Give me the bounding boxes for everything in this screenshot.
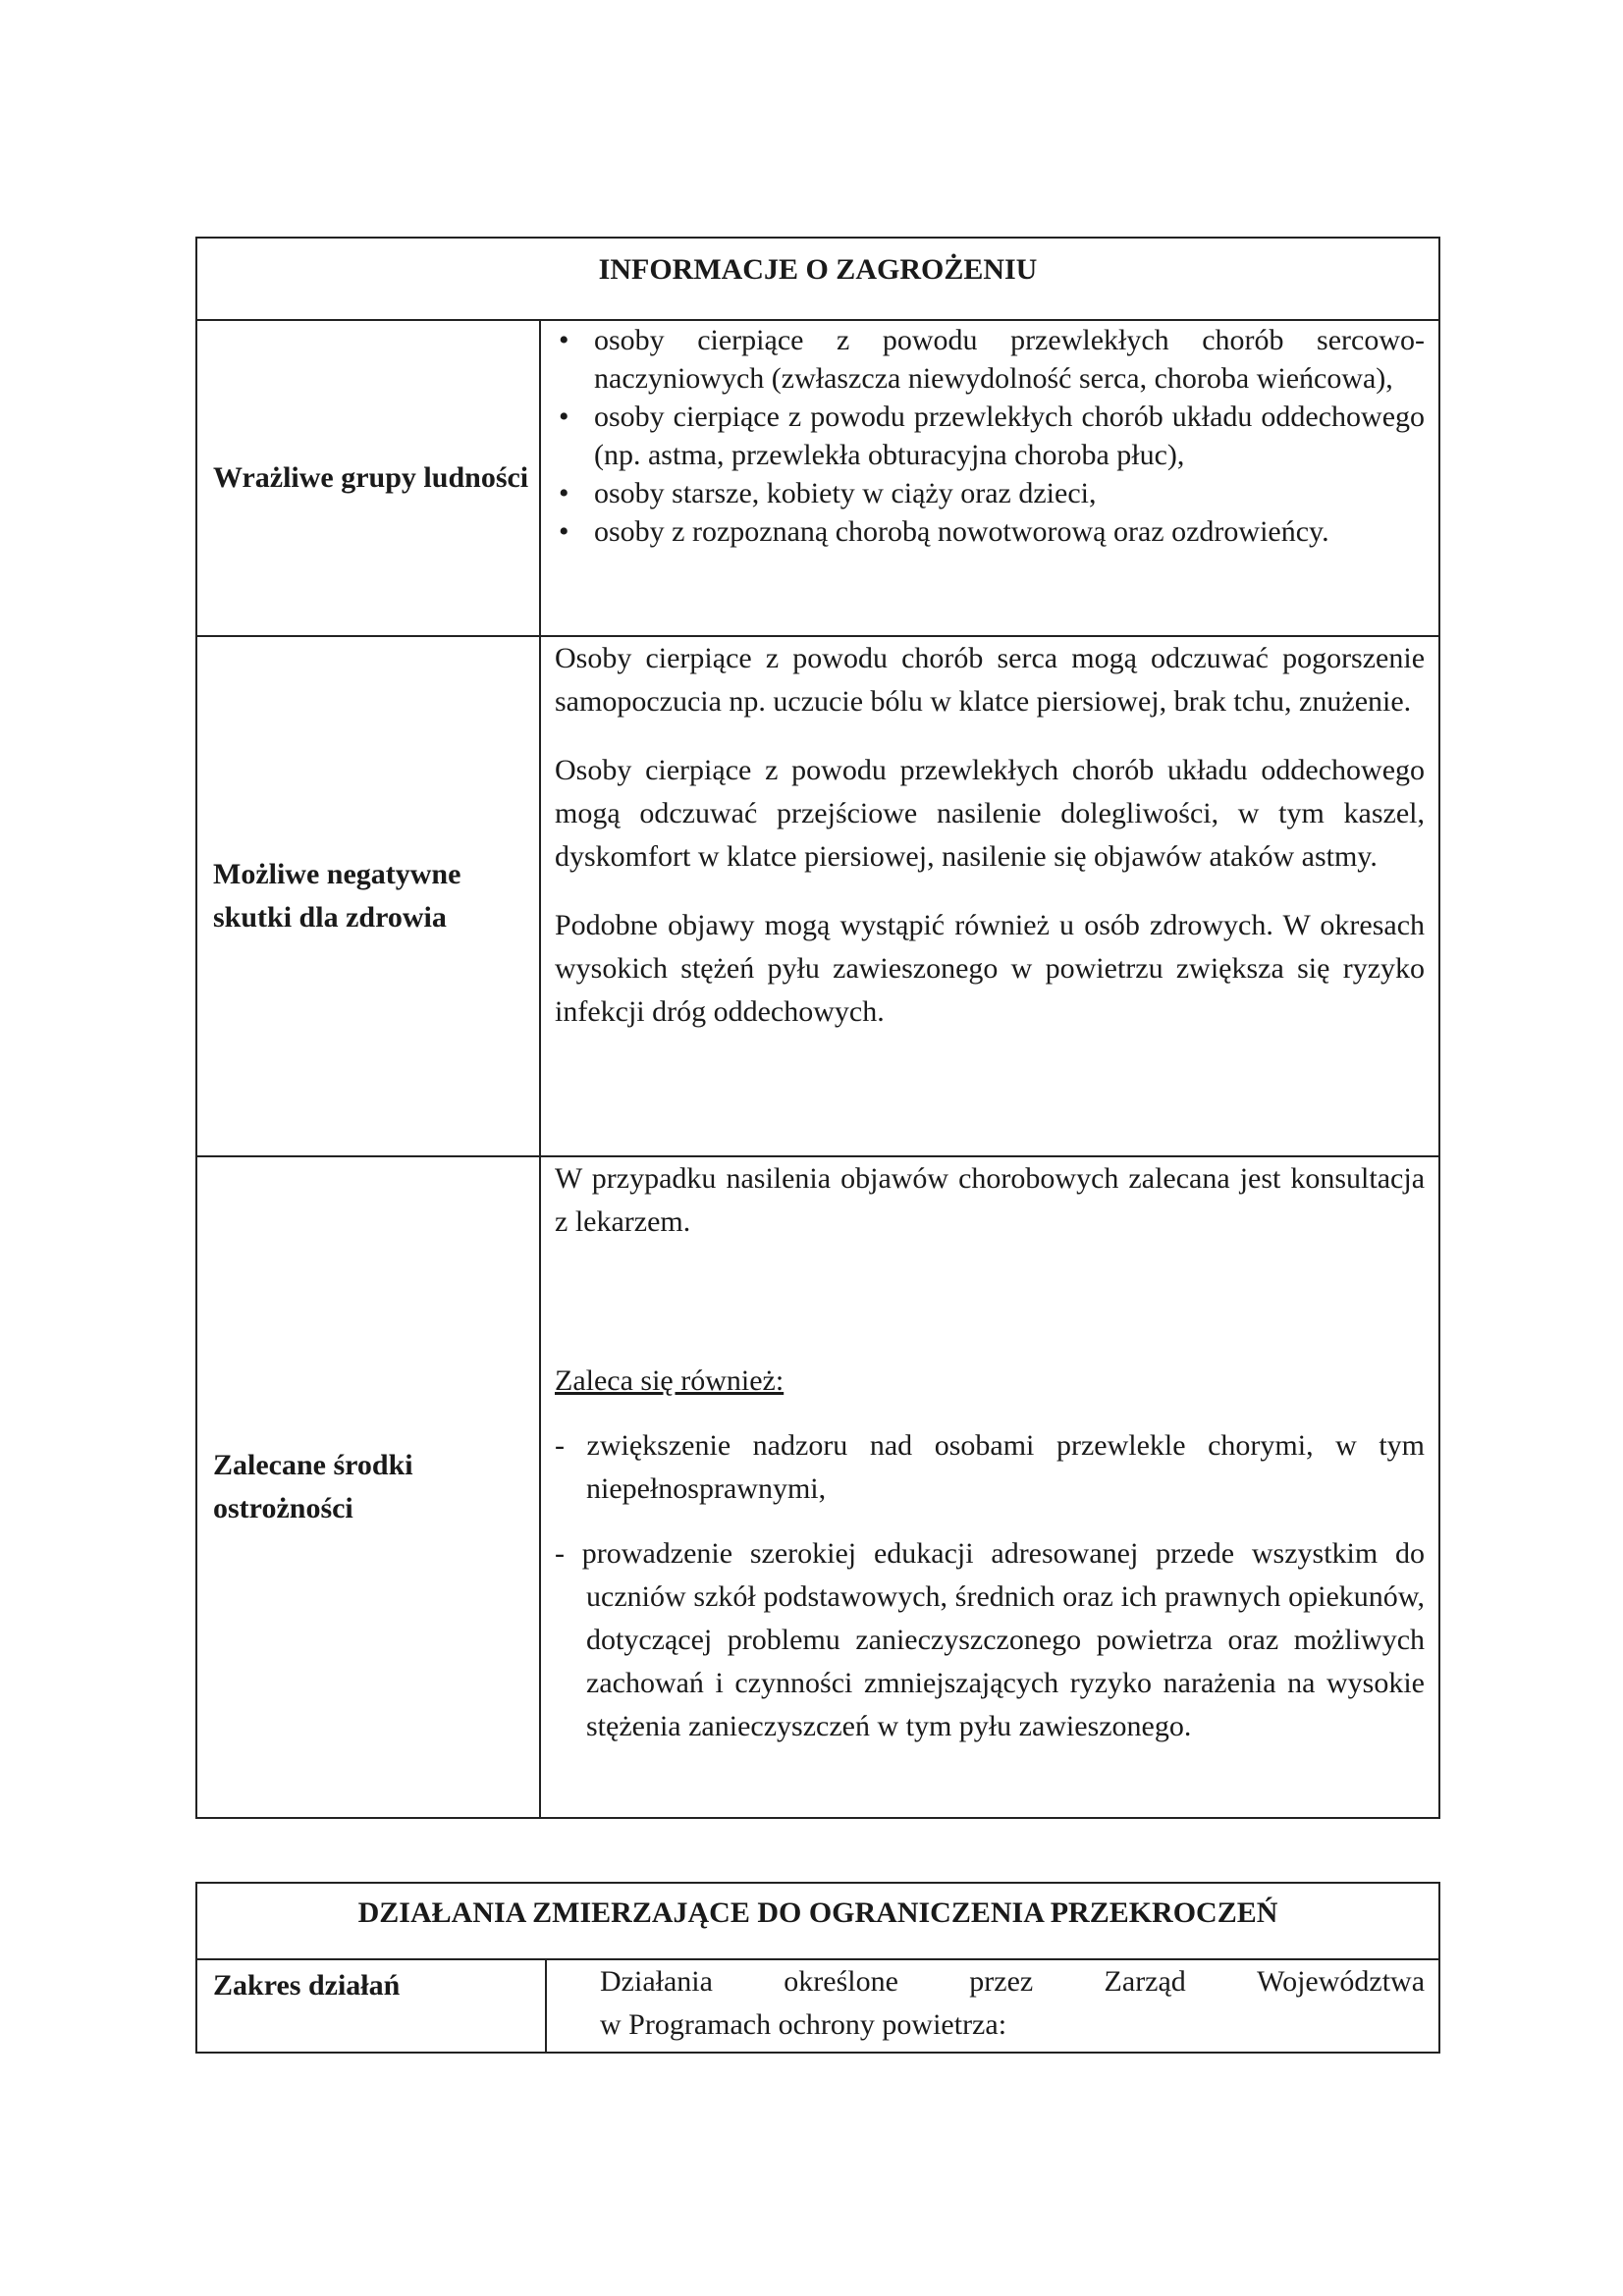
scope-content [546,1959,1439,2053]
threat-info-table [195,237,1440,1819]
table-row [196,1156,1439,1818]
table-row [196,1959,1439,2053]
word: Działania [600,1965,713,1998]
list-item: • osoby starsze, kobiety w ciąży oraz dzieci, [555,474,1425,512]
row-label-health-effects: Możliwe negatywne skutki dla zdrowia [196,636,540,1156]
word: Województwa [1257,1965,1426,1998]
vulnerable-groups-content [540,320,1439,636]
list-item: - zwiększenie nadzoru nad osobami przewlekle chorymi, w tym niepełnosprawnymi, [555,1429,1426,1505]
paragraph: Osoby cierpiące z powodu przewlekłych chorób układu oddechowego mogą odczuwać przejściowe nasilenie dolegliwości, w tym kaszel, dyskomfort w klatce piersiowej, nasilenie się objawów ataków astmy. [555,754,1426,873]
list-item: • osoby z rozpoznaną chorobą nowotworową oraz ozdrowieńcy. [555,512,1425,551]
precautions-content [540,1156,1439,1818]
row-label-precautions: Zalecane środki ostrożności [196,1156,540,1818]
actions-table [195,1882,1440,2054]
paragraph: Podobne objawy mogą wystąpić również u osób zdrowych. W okresach wysokich stężeń pyłu zawieszonego w powietrzu zwiększa się ryzyko infekcji dróg oddechowych. [555,909,1426,1028]
word: określone [784,1965,898,1998]
paragraph: Osoby cierpiące z powodu chorób serca mogą odczuwać pogorszenie samopoczucia np. uczucie bólu w klatce piersiowej, brak tchu, znużenie. [555,642,1426,718]
also-recommended-heading: Zaleca się również: [555,1364,784,1397]
row-label-scope: Zakres działań [196,1959,546,2053]
row-label-vulnerable-groups: Wrażliwe grupy ludności [196,320,540,636]
table-row [196,320,1439,636]
list-item: • osoby cierpiące z powodu przewlekłych chorób sercowo-naczyniowych (zwłaszcza niewydolność serca, choroba wieńcowa), [555,321,1425,398]
word: Zarząd [1104,1965,1186,1998]
paragraph: W przypadku nasilenia objawów chorobowych zalecana jest konsultacja z lekarzem. [555,1162,1426,1238]
word: przez [969,1965,1034,1998]
list-item: • osoby cierpiące z powodu przewlekłych chorób układu oddechowego (np. astma, przewlekła obturacyjna choroba płuc), [555,398,1425,474]
scope-line-2: w Programach ochrony powietrza: [600,2008,1007,2041]
health-effects-content [540,636,1439,1156]
actions-title: DZIAŁANIA ZMIERZAJĄCE DO OGRANICZENIA PRZEKROCZEŃ [196,1883,1439,1959]
threat-info-title: INFORMACJE O ZAGROŻENIU [196,238,1439,320]
list-item: - prowadzenie szerokiej edukacji adresowanej przede wszystkim do uczniów szkół podstawowych, średnich oraz ich prawnych opiekunów, dotyczącej problemu zanieczyszczonego powietrza oraz możliwych zachowań i czynności zmniejszających ryzyko narażenia na wysokie stężenia zanieczyszczeń w tym pyłu zawieszonego. [555,1537,1426,1742]
scope-line-1 [600,1960,1425,2003]
table-row [196,636,1439,1156]
